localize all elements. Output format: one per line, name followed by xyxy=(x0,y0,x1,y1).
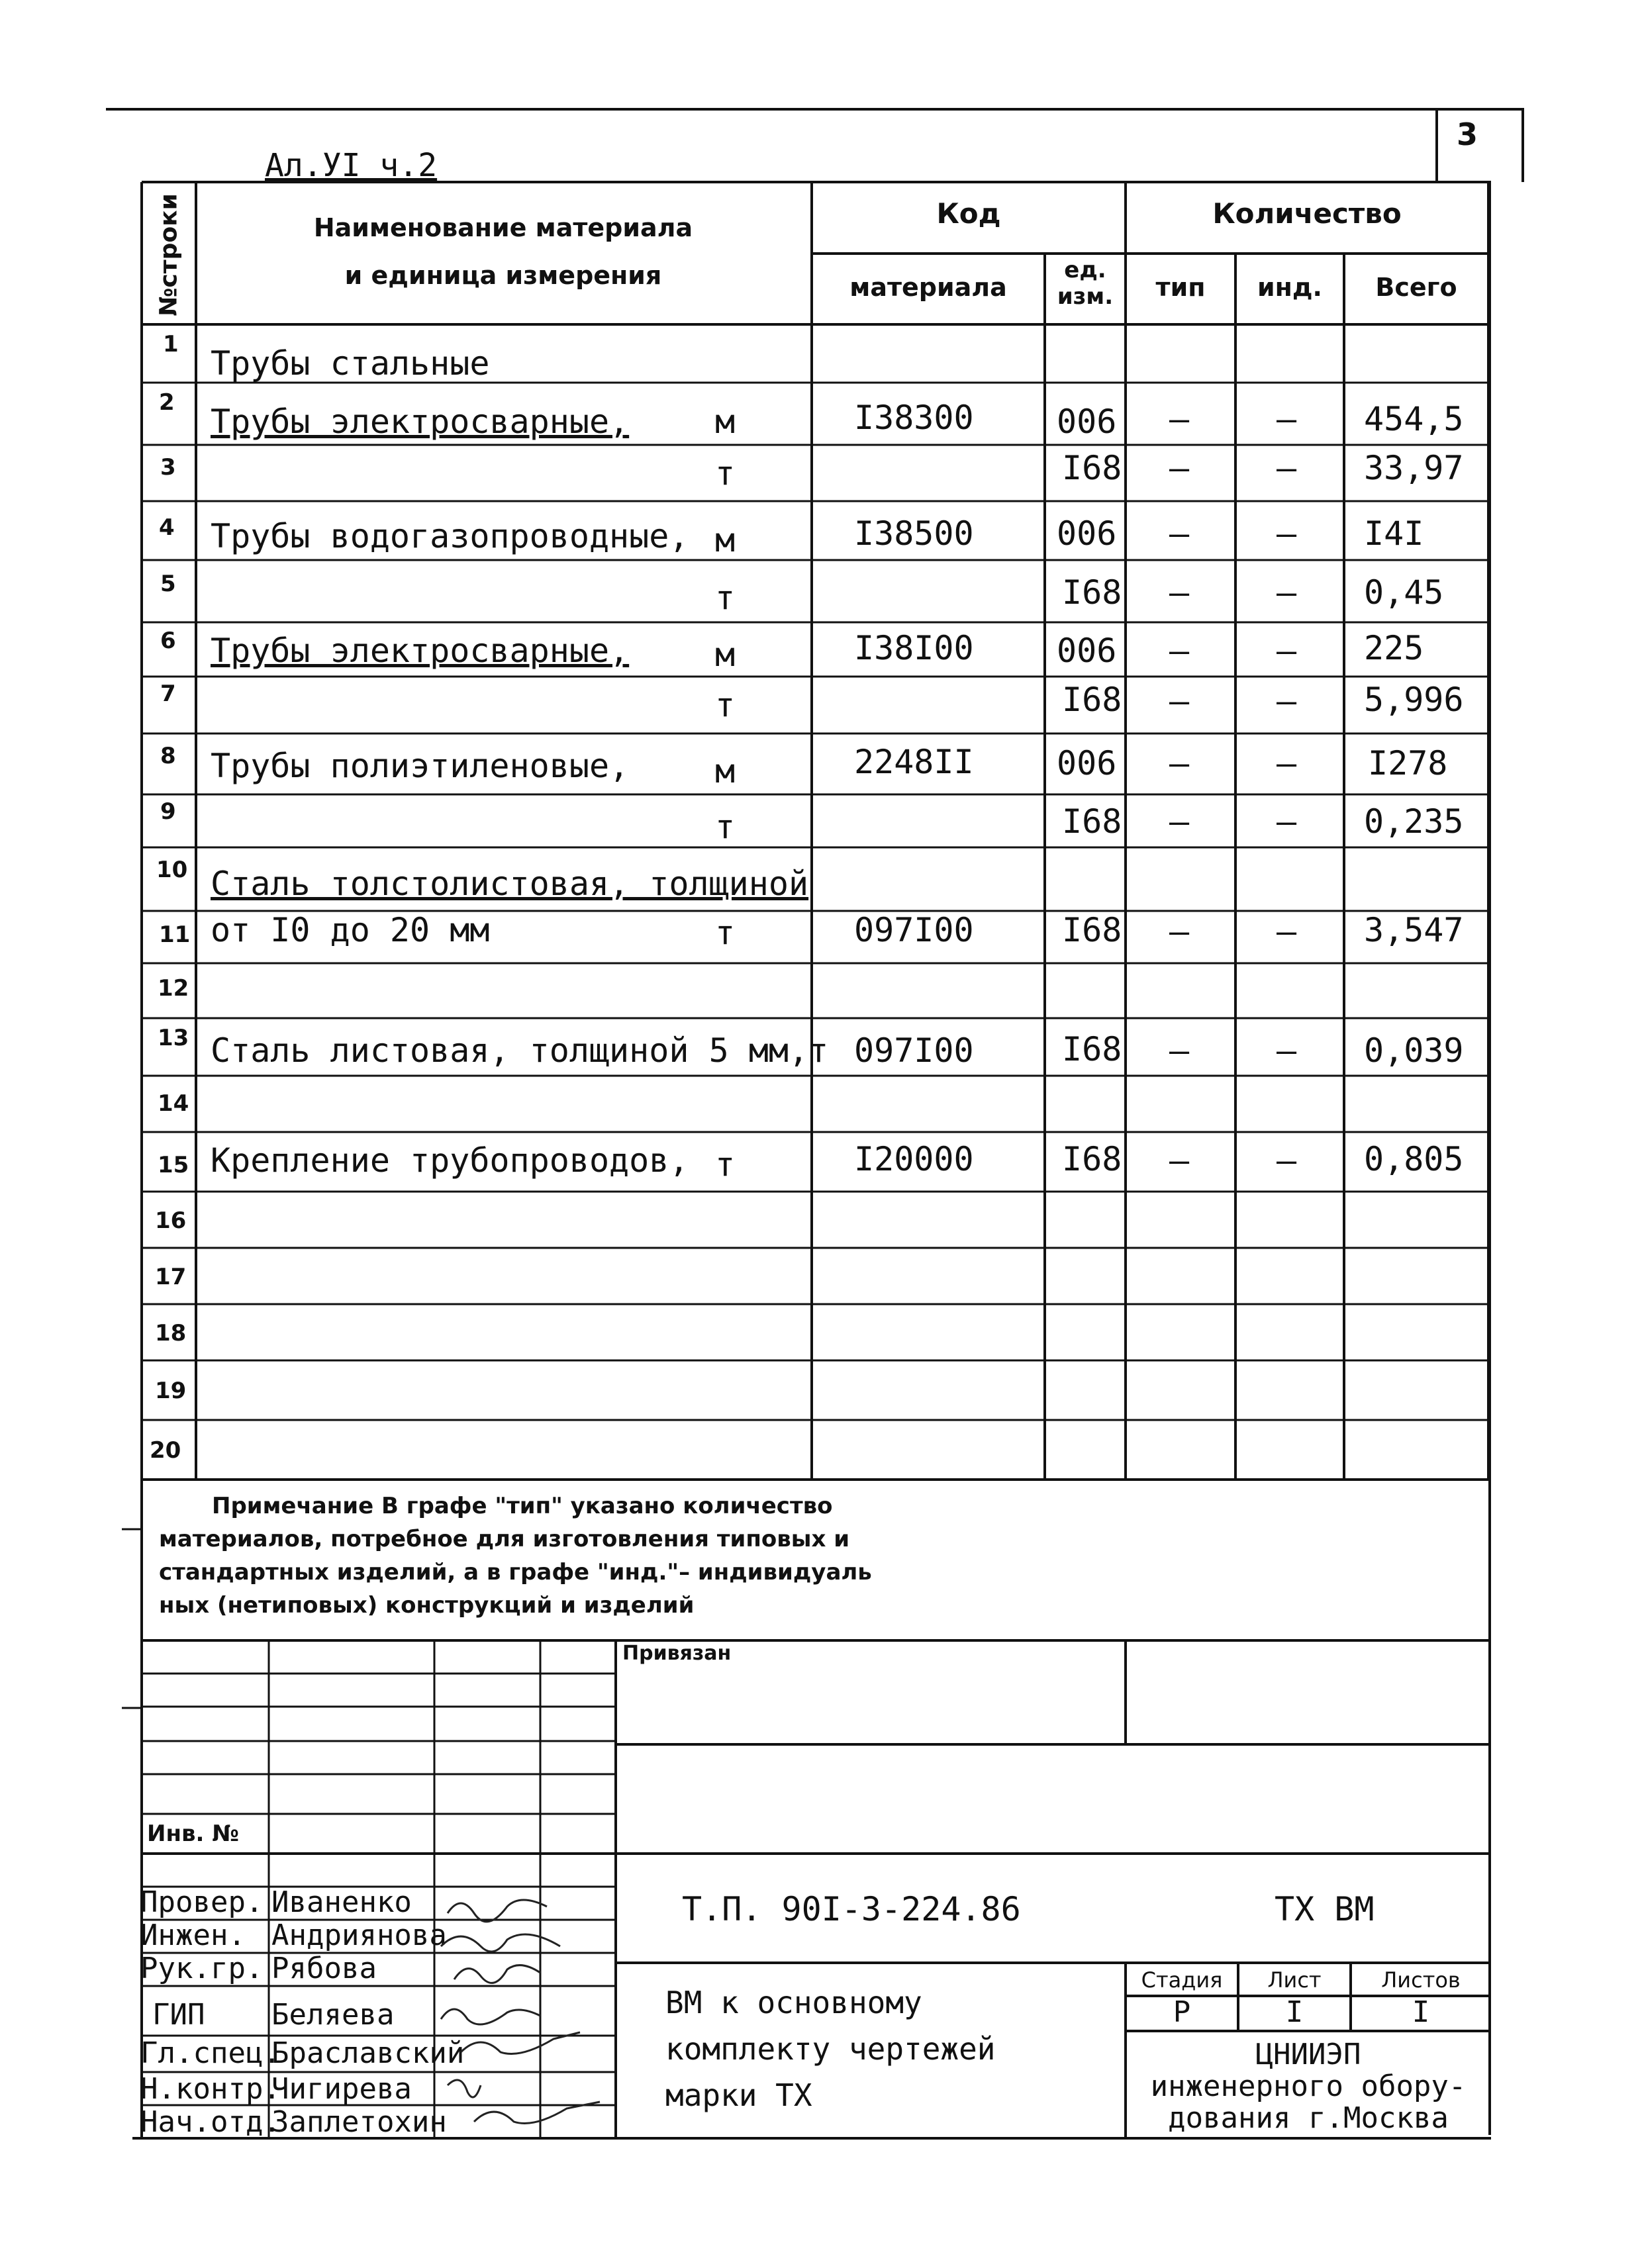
material-code: I38I00 xyxy=(854,629,974,667)
ind-quantity: – xyxy=(1277,1141,1297,1180)
footnote-line: материалов, потребное для изготовления типовых и xyxy=(159,1526,850,1552)
material-name: Трубы электросварные, xyxy=(211,632,630,670)
row-number: 9 xyxy=(160,798,176,825)
material-code: 2248II xyxy=(854,743,974,781)
unit-symbol: т xyxy=(715,454,736,493)
row-number: 10 xyxy=(156,857,188,883)
stage-label: Стадия xyxy=(1141,1967,1223,1993)
material-code: I20000 xyxy=(854,1140,974,1178)
material-name: Сталь листовая, толщиной 5 мм,т xyxy=(211,1031,829,1070)
row-number: 12 xyxy=(158,975,189,1002)
table-row xyxy=(0,445,1642,501)
ind-quantity: – xyxy=(1277,682,1297,720)
table-row xyxy=(0,847,1642,911)
unit-code: I68 xyxy=(1062,1140,1122,1178)
signatory-name: Иваненко xyxy=(271,1885,412,1919)
type-quantity: – xyxy=(1169,682,1190,720)
table-row xyxy=(0,794,1642,847)
type-quantity: – xyxy=(1169,744,1190,782)
unit-symbol: т xyxy=(715,1145,736,1184)
title-line: комплекту чертежей xyxy=(665,2031,996,2067)
table-row xyxy=(0,324,1642,383)
total-quantity: 5,996 xyxy=(1364,681,1464,719)
type-quantity: – xyxy=(1169,449,1190,487)
total-header: Всего xyxy=(1375,273,1457,302)
unit-code: I68 xyxy=(1062,1030,1122,1068)
row-number-header-cell xyxy=(147,189,191,321)
signature-icon xyxy=(474,2102,600,2124)
ind-quantity: – xyxy=(1277,514,1297,553)
material-code: 097I00 xyxy=(854,1031,974,1070)
unit-symbol: т xyxy=(715,914,736,952)
material-name: Трубы водогазопроводные, xyxy=(211,517,689,555)
sheet-label: Лист xyxy=(1267,1967,1322,1993)
unit-symbol: м xyxy=(715,636,736,674)
row-number: 5 xyxy=(160,571,176,597)
unit-code: I68 xyxy=(1062,802,1122,841)
total-quantity: 0,805 xyxy=(1364,1140,1464,1178)
unit-code: 006 xyxy=(1057,402,1117,441)
inventory-number-label: Инв. № xyxy=(147,1820,240,1847)
table-row xyxy=(0,1132,1642,1192)
table-row xyxy=(0,560,1642,622)
material-code-header: материала xyxy=(849,273,1007,302)
footnote-line: стандартных изделий, а в графе "инд."– индивидуаль xyxy=(159,1559,872,1585)
type-quantity: – xyxy=(1169,912,1190,951)
signatory-role: Гл.спец. xyxy=(140,2036,281,2070)
signatory-role: Рук.гр. xyxy=(140,1952,264,1985)
signatory-name: Заплетохин xyxy=(271,2105,447,2139)
unit-code: I68 xyxy=(1062,449,1122,487)
unit-code: 006 xyxy=(1057,514,1117,553)
unit-header: ед. изм. xyxy=(1057,257,1114,310)
document-number: Т.П. 90I-3-224.86 xyxy=(682,1890,1021,1928)
type-quantity: – xyxy=(1169,1141,1190,1180)
unit-symbol: т xyxy=(715,808,736,846)
unit-code: 006 xyxy=(1057,744,1117,782)
table-row xyxy=(0,911,1642,963)
signatory-role: Нач.отд. xyxy=(140,2105,281,2139)
material-code: I38500 xyxy=(854,514,974,553)
total-quantity: 0,45 xyxy=(1364,573,1444,612)
stage-value: Р xyxy=(1173,1995,1191,2029)
org-line: дования г.Москва xyxy=(1168,2101,1449,2135)
org-line: инженерного обору- xyxy=(1150,2069,1467,2103)
unit-symbol: м xyxy=(715,752,736,790)
org-line: ЦНИИЭП xyxy=(1255,2038,1361,2071)
table-row xyxy=(0,963,1642,1018)
type-quantity: – xyxy=(1169,400,1190,438)
row-number: 18 xyxy=(155,1320,187,1347)
total-quantity: 33,97 xyxy=(1364,449,1464,487)
table-row xyxy=(0,1076,1642,1132)
sheet-value: I xyxy=(1285,1995,1304,2029)
signatory-role: Н.контр. xyxy=(140,2072,281,2106)
signature-icon xyxy=(441,1934,560,1952)
type-header: тип xyxy=(1155,273,1206,302)
organization xyxy=(1126,2039,1491,2134)
total-quantity: 3,547 xyxy=(1364,911,1464,949)
table-row xyxy=(0,1304,1642,1360)
unit-code: I68 xyxy=(1062,573,1122,612)
table-row xyxy=(0,733,1642,794)
material-name: от I0 до 20 мм xyxy=(211,911,490,949)
row-number: 4 xyxy=(159,514,175,541)
page-number: 3 xyxy=(1457,117,1478,152)
code-header: Код xyxy=(936,197,1001,230)
material-name: Трубы полиэтиленовые, xyxy=(211,747,630,785)
bound-label: Привязан xyxy=(622,1642,732,1665)
footnote-line: ных (нетиповых) конструкций и изделий xyxy=(159,1592,695,1619)
row-number-header: №строки xyxy=(155,193,183,316)
row-number: 6 xyxy=(160,628,176,654)
row-number: 19 xyxy=(155,1378,187,1404)
type-quantity: – xyxy=(1169,514,1190,553)
signatory-name: Беляева xyxy=(271,1998,395,2032)
signatory-name: Чигирева xyxy=(271,2072,412,2106)
signatory-name: Андриянова xyxy=(271,1918,447,1952)
row-number: 8 xyxy=(160,743,176,769)
material-name: Сталь толстолистовая, толщиной xyxy=(211,865,809,903)
document-mark: ТХ ВМ xyxy=(1275,1890,1375,1928)
row-number: 20 xyxy=(150,1437,181,1464)
ind-quantity: – xyxy=(1277,573,1297,612)
row-number: 1 xyxy=(163,331,179,357)
total-quantity: 454,5 xyxy=(1364,400,1464,438)
total-quantity: I4I xyxy=(1364,514,1424,553)
signatory-name: Рябова xyxy=(271,1952,377,1985)
table-row xyxy=(0,1018,1642,1076)
material-name: Крепление трубопроводов, xyxy=(211,1141,689,1180)
table-row xyxy=(0,1360,1642,1420)
total-quantity: I278 xyxy=(1368,744,1448,782)
unit-symbol: м xyxy=(715,521,736,559)
total-quantity: 0,235 xyxy=(1364,802,1464,841)
type-quantity: – xyxy=(1169,573,1190,612)
signature-icon xyxy=(441,2009,540,2024)
ind-quantity: – xyxy=(1277,802,1297,841)
total-quantity: 225 xyxy=(1364,629,1424,667)
footnote xyxy=(159,1489,872,1622)
unit-symbol: м xyxy=(715,402,736,441)
row-number: 11 xyxy=(159,921,191,948)
ind-header: инд. xyxy=(1257,273,1322,302)
quantity-header: Количество xyxy=(1212,197,1402,230)
type-quantity: – xyxy=(1169,802,1190,841)
row-number: 13 xyxy=(158,1025,189,1051)
ind-quantity: – xyxy=(1277,400,1297,438)
signatory-role: Провер. xyxy=(140,1885,264,1919)
ind-quantity: – xyxy=(1277,1031,1297,1070)
signature-icon xyxy=(454,1965,540,1983)
footnote-line: Примечание В графе "тип" указано количество xyxy=(212,1493,833,1519)
document-title xyxy=(665,1979,996,2118)
total-quantity: 0,039 xyxy=(1364,1031,1464,1070)
signatory-role: Инжен. xyxy=(140,1918,246,1952)
table-row xyxy=(0,1192,1642,1248)
ind-quantity: – xyxy=(1277,632,1297,670)
table-row xyxy=(0,1420,1642,1480)
unit-symbol: т xyxy=(715,579,736,617)
row-number: 7 xyxy=(160,681,176,707)
row-number: 17 xyxy=(155,1264,187,1290)
material-name: Трубы стальные xyxy=(211,344,490,383)
sheets-label: Листов xyxy=(1381,1967,1461,1993)
type-quantity: – xyxy=(1169,632,1190,670)
title-line: марки ТХ xyxy=(665,2077,812,2113)
material-name: Трубы электросварные, xyxy=(211,402,630,441)
row-number: 3 xyxy=(160,454,176,481)
row-number: 2 xyxy=(159,389,175,416)
album-reference: Ал.УI ч.2 xyxy=(265,147,438,184)
table-row xyxy=(0,1248,1642,1304)
row-number: 16 xyxy=(155,1207,187,1234)
signature-icon xyxy=(448,2080,481,2097)
ind-quantity: – xyxy=(1277,449,1297,487)
unit-code: 006 xyxy=(1057,632,1117,670)
signature-icon xyxy=(448,1900,547,1922)
table-row xyxy=(0,622,1642,677)
name-header: Наименование материала и единица измерения xyxy=(313,213,693,290)
type-quantity: – xyxy=(1169,1031,1190,1070)
signatory-name: Браславский xyxy=(271,2036,465,2070)
row-number: 15 xyxy=(158,1152,189,1178)
row-number: 14 xyxy=(158,1090,189,1117)
ind-quantity: – xyxy=(1277,744,1297,782)
unit-code: I68 xyxy=(1062,681,1122,719)
signature-scribbles xyxy=(434,1887,616,2138)
material-code: 097I00 xyxy=(854,911,974,949)
table-row xyxy=(0,383,1642,445)
material-code: I38300 xyxy=(854,399,974,437)
signatory-role: ГИП xyxy=(152,1998,205,2032)
table-row xyxy=(0,677,1642,733)
signature-icon xyxy=(461,2032,580,2054)
title-line: ВМ к основному xyxy=(665,1985,922,2020)
sheets-value: I xyxy=(1412,1995,1430,2029)
unit-symbol: т xyxy=(715,686,736,724)
unit-code: I68 xyxy=(1062,911,1122,949)
ind-quantity: – xyxy=(1277,912,1297,951)
table-row xyxy=(0,501,1642,560)
